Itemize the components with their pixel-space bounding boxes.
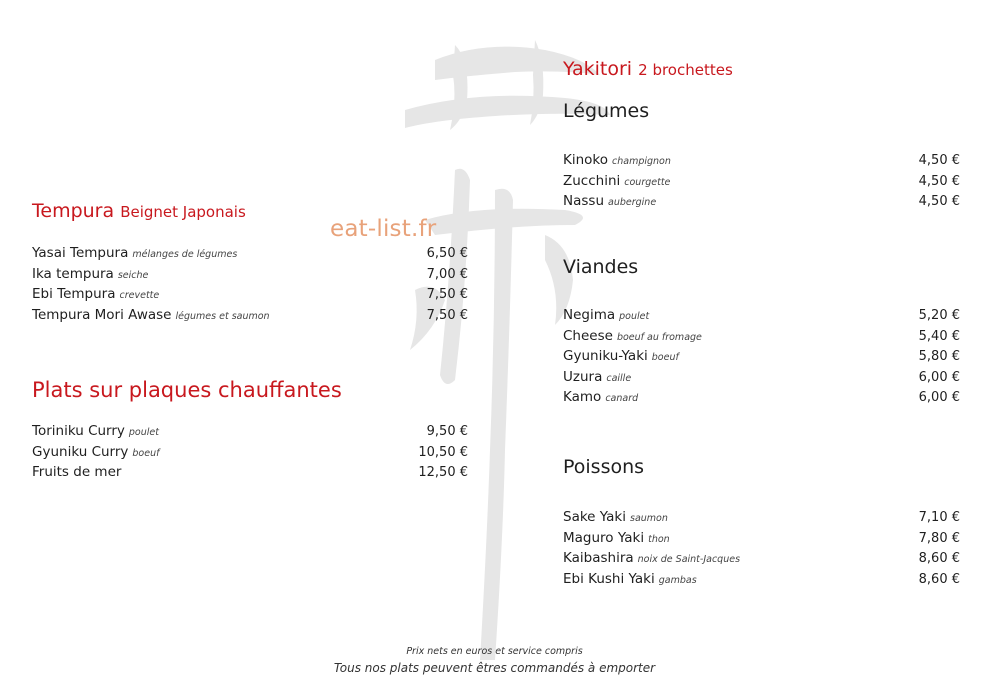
menu-item <box>563 506 960 527</box>
item-desc: mélanges de légumes <box>132 249 238 260</box>
item-price: 8,60 € <box>918 551 960 567</box>
item-desc: boeuf <box>651 352 679 364</box>
menu-item <box>563 149 960 170</box>
yakitori-title: Yakitori <box>563 58 633 80</box>
item-price: 8,60 € <box>918 571 960 587</box>
plats-heading: Plats sur plaques chauffantes <box>32 378 342 402</box>
menu-item <box>563 527 960 548</box>
item-name: Ebi Tempura <box>32 286 116 303</box>
item-name: Kamo <box>563 389 602 406</box>
item-desc: noix de Saint-Jacques <box>637 554 741 566</box>
tempura-heading <box>32 200 246 222</box>
item-name: Zucchini <box>563 172 621 189</box>
plats-list <box>32 420 468 482</box>
item-name: Nassu <box>563 193 604 210</box>
item-name: Ika tempura <box>32 265 114 282</box>
item-name: Gyuniku Curry <box>32 443 129 460</box>
menu-item <box>32 441 468 462</box>
item-desc: courgette <box>624 176 671 188</box>
item-name: Sake Yaki <box>563 509 627 525</box>
item-desc: aubergine <box>608 197 657 209</box>
menu-item <box>32 304 468 325</box>
menu-item <box>563 547 960 568</box>
tempura-title: Tempura <box>32 200 115 222</box>
item-desc: gambas <box>658 574 697 586</box>
menu-item <box>563 304 960 325</box>
menu-item <box>563 170 960 191</box>
item-price: 10,50 € <box>418 444 468 460</box>
item-price: 7,80 € <box>918 530 960 546</box>
poissons-list <box>563 506 960 588</box>
tempura-subtitle: Beignet Japonais <box>120 203 246 221</box>
item-price: 7,50 € <box>426 287 468 303</box>
item-desc: boeuf <box>132 447 160 459</box>
item-desc: seiche <box>117 269 149 281</box>
viandes-list <box>563 304 960 407</box>
item-desc: crevette <box>119 290 160 302</box>
viandes-heading: Viandes <box>563 256 639 278</box>
tempura-list <box>32 242 468 324</box>
item-name: Negima <box>563 307 616 323</box>
menu-item <box>563 386 960 407</box>
item-price: 7,10 € <box>918 510 960 525</box>
menu-item <box>32 263 468 284</box>
item-price: 5,40 € <box>918 328 960 344</box>
menu-item <box>563 345 960 366</box>
item-desc: caille <box>606 372 632 384</box>
menu-item <box>32 420 468 441</box>
item-price: 6,50 € <box>426 246 468 261</box>
menu-item <box>32 461 468 482</box>
menu-item <box>563 190 960 211</box>
footer-note-takeaway: Tous nos plats peuvent êtres commandés à emporter <box>333 661 656 675</box>
item-price: 6,00 € <box>918 390 960 406</box>
item-price: 7,00 € <box>426 266 468 282</box>
item-price: 4,50 € <box>918 153 960 168</box>
item-price: 6,00 € <box>918 369 960 385</box>
brand-watermark: eat-list.fr <box>330 216 437 242</box>
item-name: Gyuniku-Yaki <box>563 348 648 365</box>
legumes-list <box>563 149 960 211</box>
item-name: Fruits de mer <box>32 464 122 481</box>
yakitori-subtitle: 2 brochettes <box>638 61 733 79</box>
item-price: 5,80 € <box>918 349 960 365</box>
item-price: 7,50 € <box>426 307 468 323</box>
item-name: Ebi Kushi Yaki <box>563 570 655 587</box>
menu-item <box>563 325 960 346</box>
item-name: Cheese <box>563 327 613 344</box>
footer-note-prices: Prix nets en euros et service compris <box>406 646 583 657</box>
item-name: Toriniku Curry <box>32 423 125 439</box>
item-desc: champignon <box>612 156 671 167</box>
item-price: 4,50 € <box>918 194 960 210</box>
item-price: 5,20 € <box>918 308 960 323</box>
item-name: Tempura Mori Awase <box>32 306 172 323</box>
menu-item <box>32 242 468 263</box>
menu-item <box>563 568 960 589</box>
item-desc: poulet <box>128 427 159 438</box>
item-name: Kaibashira <box>563 550 634 567</box>
item-name: Kinoko <box>563 152 609 168</box>
item-price: 9,50 € <box>426 424 468 439</box>
item-desc: légumes et saumon <box>175 310 270 322</box>
item-desc: canard <box>605 393 639 405</box>
item-name: Uzura <box>563 368 603 385</box>
yakitori-heading <box>563 58 733 80</box>
legumes-heading: Légumes <box>563 100 650 122</box>
item-name: Maguro Yaki <box>563 529 645 546</box>
item-desc: thon <box>648 533 670 545</box>
item-price: 12,50 € <box>418 465 468 481</box>
item-name: Yasai Tempura <box>32 245 129 261</box>
item-desc: poulet <box>619 311 650 322</box>
item-desc: boeuf au fromage <box>616 331 702 343</box>
menu-item <box>563 366 960 387</box>
item-price: 4,50 € <box>918 173 960 189</box>
menu-item <box>32 283 468 304</box>
poissons-heading: Poissons <box>563 456 645 478</box>
item-desc: saumon <box>630 513 668 524</box>
